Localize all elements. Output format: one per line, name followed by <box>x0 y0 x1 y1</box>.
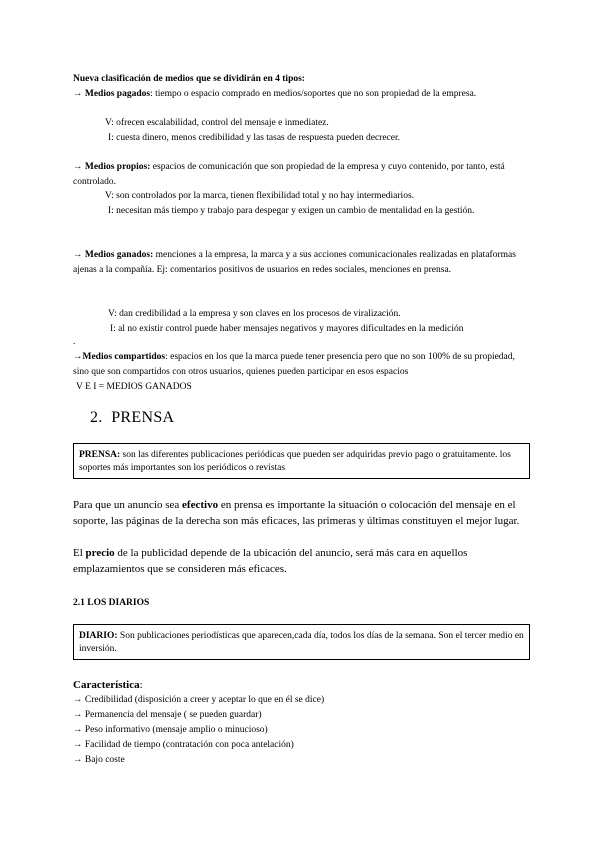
efectivo-paragraph <box>73 497 528 529</box>
medios-propios-text: espacios de comunicación que son propiedad de la empresa y cuyo contenido, por tanto, está controlado. <box>73 162 505 187</box>
medios-compartidos-text: : espacios en los que la marca puede tener presencia pero que no son 100% de su propiedad, sino que son compartidos con otros usuarios, quienes pueden participar en esos espacios <box>73 352 515 377</box>
section-2-1-heading: 2.1 LOS DIARIOS <box>73 598 150 608</box>
medios-compartidos-title: Medios compartidos <box>82 352 166 362</box>
section-2-heading <box>90 408 174 428</box>
list-item: → Permanencia del mensaje ( se pueden guardar) <box>73 710 262 720</box>
caracteristicas-list <box>73 693 533 768</box>
medios-propios-title: Medios propios: <box>84 162 151 172</box>
medios-compartidos-definition <box>73 350 533 380</box>
section-2-title: PRENSA <box>111 409 175 426</box>
medios-pagados-ventajas: V: ofrecen escalabilidad, control del mensaje e inmediatez. <box>105 118 329 128</box>
list-item: → Bajo coste <box>73 755 125 765</box>
precio-bold: precio <box>85 547 115 559</box>
medios-ganados-title: Medios ganados: <box>84 250 154 260</box>
medios-ganados-inconvenientes: I: al no existir control puede haber mensajes negativos y mayores dificultades en la medición <box>110 324 464 334</box>
section-2-number: 2. <box>90 409 103 426</box>
diario-definition-box <box>73 624 530 660</box>
efectivo-paragraph-end: en prensa es importante la situación o colocación del mensaje en el soporte, las páginas de la derecha son más eficaces, las primeras y últimas constituyen el mejor lugar. <box>73 499 520 527</box>
medios-pagados-title: Medios pagados <box>84 89 151 99</box>
medios-ganados-dot: . <box>73 337 76 347</box>
medios-propios-inconvenientes: I: necesitan más tiempo y trabajo para despegar y exigen un cambio de mentalidad en la gestión. <box>108 206 475 216</box>
caracteristica-colon: : <box>139 679 143 691</box>
diario-definition-text: Son publicaciones periodísticas que aparecen,cada día, todos los días de la semana. Son el tercer medio en inversión. <box>79 631 524 654</box>
medios-pagados-inconvenientes: I: cuesta dinero, menos credibilidad y las tasas de respuesta pueden decrecer. <box>108 133 401 143</box>
medios-pagados-definition <box>73 87 533 102</box>
prensa-definition-text: son las diferentes publicaciones periódicas que pueden ser adquiridas previo pago o gratuitamente. los soportes más importantes son los periódicos o revistas <box>79 450 511 473</box>
precio-paragraph <box>73 545 528 577</box>
arrow-icon: → <box>73 162 83 172</box>
precio-paragraph-end: de la publicidad depende de la ubicación del anuncio, será más cara en aquellos emplazamientos que se consideren más eficaces. <box>73 547 468 575</box>
caracteristica-heading <box>73 678 143 692</box>
medios-ganados-definition <box>73 248 533 278</box>
vei-medios-ganados: V E I = MEDIOS GANADOS <box>76 382 192 392</box>
list-item: → Facilidad de tiempo (contratación con poca antelación) <box>73 740 294 750</box>
classification-heading <box>73 72 533 87</box>
arrow-icon: → <box>73 89 83 99</box>
caracteristica-title: Característica <box>73 679 140 691</box>
precio-paragraph-start: El <box>73 547 86 559</box>
medios-pagados-text: : tiempo o espacio comprado en medios/soportes que no son propiedad de la empresa. <box>150 89 477 99</box>
list-item: → Credibilidad (disposición a creer y aceptar lo que en él se dice) <box>73 695 325 705</box>
arrow-icon: → <box>73 250 83 260</box>
efectivo-paragraph-start: Para que un anuncio sea <box>73 499 183 511</box>
medios-ganados-ventajas: V: dan credibilidad a la empresa y son claves en los procesos de viralización. <box>108 309 401 319</box>
efectivo-bold: efectivo <box>182 499 219 511</box>
prensa-definition-box <box>73 443 530 479</box>
medios-ganados-text: menciones a la empresa, la marca y a sus acciones comunicacionales realizadas en plataformas ajenas a la compañía. Ej: comentarios positivos de usuarios en redes sociales, menciones en prensa. <box>73 250 516 275</box>
medios-propios-ventajas: V: son controlados por la marca, tienen flexibilidad total y no hay intermediarios. <box>105 191 415 201</box>
prensa-term: PRENSA: <box>79 450 121 460</box>
list-item: → Peso informativo (mensaje amplio o minucioso) <box>73 725 268 735</box>
arrow-icon: → <box>73 352 83 362</box>
classification-heading-text: Nueva clasificación de medios que se dividirán en 4 tipos: <box>73 74 305 84</box>
diario-term: DIARIO: <box>79 631 118 641</box>
medios-propios-definition <box>73 160 533 190</box>
